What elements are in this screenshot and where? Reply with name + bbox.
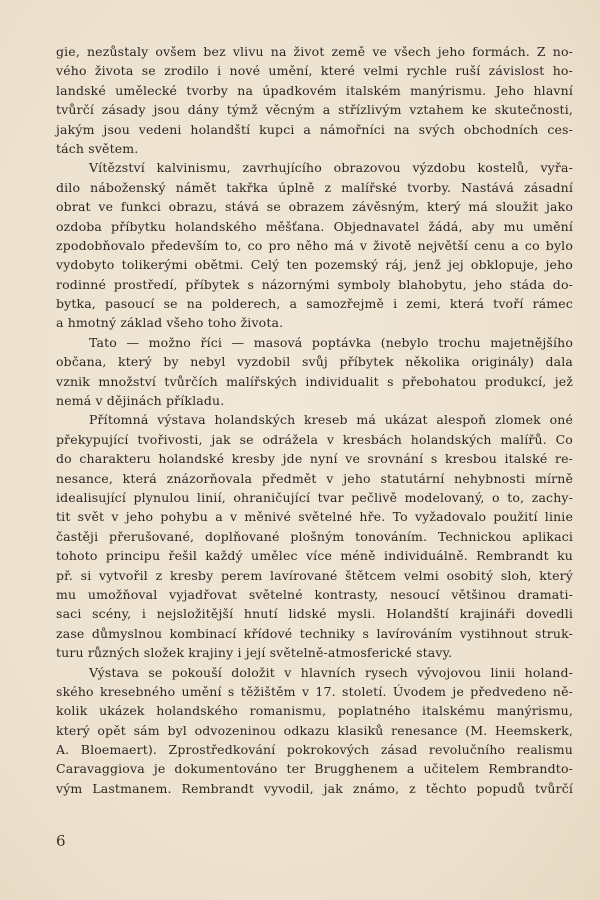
text-line: ozdoba příbytku holandského měšťana. Objednavatel žádá, aby mu umění [56, 218, 573, 234]
text-line: a hmotný základ všeho toho života. [56, 315, 284, 331]
text-line: tit svět v jeho pohybu a v měnivé světelné hře. To vyžadovalo použití linie [56, 509, 573, 525]
text-line: tách světem. [56, 140, 139, 156]
text-line: vým Lastmanem. Rembrandt vyvodil, jak známo, z těchto popudů tvůrčí [56, 780, 573, 796]
text-line: častěji přerušované, doplňované plošným tonováním. Technickou aplikaci [56, 528, 573, 544]
text-line: vydobyto tolikerými obětmi. Celý ten pozemský ráj, jenž jej obklopuje, jeho [56, 257, 573, 273]
text-line: dilo náboženský námět takřka úplně z malířské tvorby. Nastává zásadní [56, 179, 573, 195]
text-line: př. si vytvořil z kresby perem lavírované štětcem velmi osobitý sloh, který [56, 567, 573, 583]
text-line: vého života se zrodilo i nové umění, které velmi rychle ruší závislost ho- [56, 63, 573, 79]
text-line: bytka, pasoucí se na polderech, a samozřejmě i zemi, která tvoří rámec [56, 296, 573, 312]
text-line: Tato — možno říci — masová poptávka (nebylo trochu majetnějšího [89, 334, 573, 350]
paragraph-4 [56, 410, 573, 662]
text-line: do charakteru holandské kresby jde nyní ve srovnání s kresbou italské re- [56, 451, 573, 467]
paragraph-2 [56, 158, 573, 333]
text-line: zase důmyslnou kombinací křídové techniky s lavírováním vystihnout struk- [56, 625, 573, 641]
text-line: mu umožňoval vyjadřovat světelné kontrasty, nesoucí většinou dramati- [56, 586, 573, 602]
text-line: Vítězství kalvinismu, zavrhujícího obrazovou výzdobu kostelů, vyřa- [89, 160, 573, 176]
paragraph-1 [56, 42, 573, 158]
text-line: nesance, která znázorňovala předmět v jeho statutární nehybnosti mírně [56, 470, 573, 486]
text-line: zpodobňovalo především to, co pro něho má v životě největší cenu a co bylo [56, 237, 573, 253]
page-number: 6 [56, 832, 66, 850]
text-line: nemá v dějinách příkladu. [56, 393, 225, 409]
text-line: saci scény, i nejsložitější hnutí lidské mysli. Holandští krajináři dovedli [56, 606, 573, 622]
text-line: obrat ve funkci obrazu, stává se obrazem závěsným, který má sloužit jako [56, 199, 573, 215]
paragraph-3 [56, 333, 573, 411]
text-line: občana, který by nebyl vyzdobil svůj příbytek několika originály) dala [56, 354, 573, 370]
text-line: tohoto principu řešil každý umělec více méně individuálně. Rembrandt ku [56, 548, 573, 564]
text-line: jakým jsou vedeni holandští kupci a námořníci na svých obchodních ces- [56, 121, 573, 137]
text-line: landské umělecké tvorby na úpadkovém italském manýrismu. Jeho hlavní [56, 82, 573, 98]
text-line: tvůrčí zásady jsou dány týmž věcným a střízlivým vztahem ke skutečnosti, [56, 102, 573, 118]
text-line: idealisující plynulou linií, ohraničující tvar pečlivě modelovaný, o to, zachy- [56, 489, 573, 505]
text-line: gie, nezůstaly ovšem bez vlivu na život země ve všech jeho formách. Z no- [56, 44, 573, 59]
text-line: vznik množství tvůrčích malířských individualit s přebohatou produkcí, jež [56, 373, 573, 389]
text-line: A. Bloemaert). Zprostředkování pokrokových zásad revolučního realismu [56, 742, 573, 758]
text-line: překypující tvořivosti, jak se odrážela v kresbách holandských malířů. Co [56, 431, 573, 447]
body-text [56, 42, 573, 798]
text-line: který opět sám byl odvozeninou odkazu klasiků renesance (M. Heemskerk, [56, 722, 573, 738]
text-line: Přítomná výstava holandských kreseb má ukázat alespoň zlomek oné [89, 412, 573, 428]
text-line: rodinné prostředí, příbytek s názornými symboly blahobytu, jeho stáda do- [56, 276, 573, 292]
text-line: turu různých složek krajiny i její světelně-atmosferické stavy. [56, 645, 453, 661]
text-line: Výstava se pokouší doložit v hlavních rysech vývojovou linii holand- [89, 664, 573, 680]
paragraph-5 [56, 663, 573, 799]
text-line: ského kresebného umění s těžištěm v 17. století. Úvodem je předvedeno ně- [56, 683, 573, 699]
text-line: Caravaggiova je dokumentováno ter Brugghenem a učitelem Rembrandto- [56, 761, 573, 777]
text-line: kolik ukázek holandského romanismu, poplatného italskému manýrismu, [56, 703, 573, 719]
